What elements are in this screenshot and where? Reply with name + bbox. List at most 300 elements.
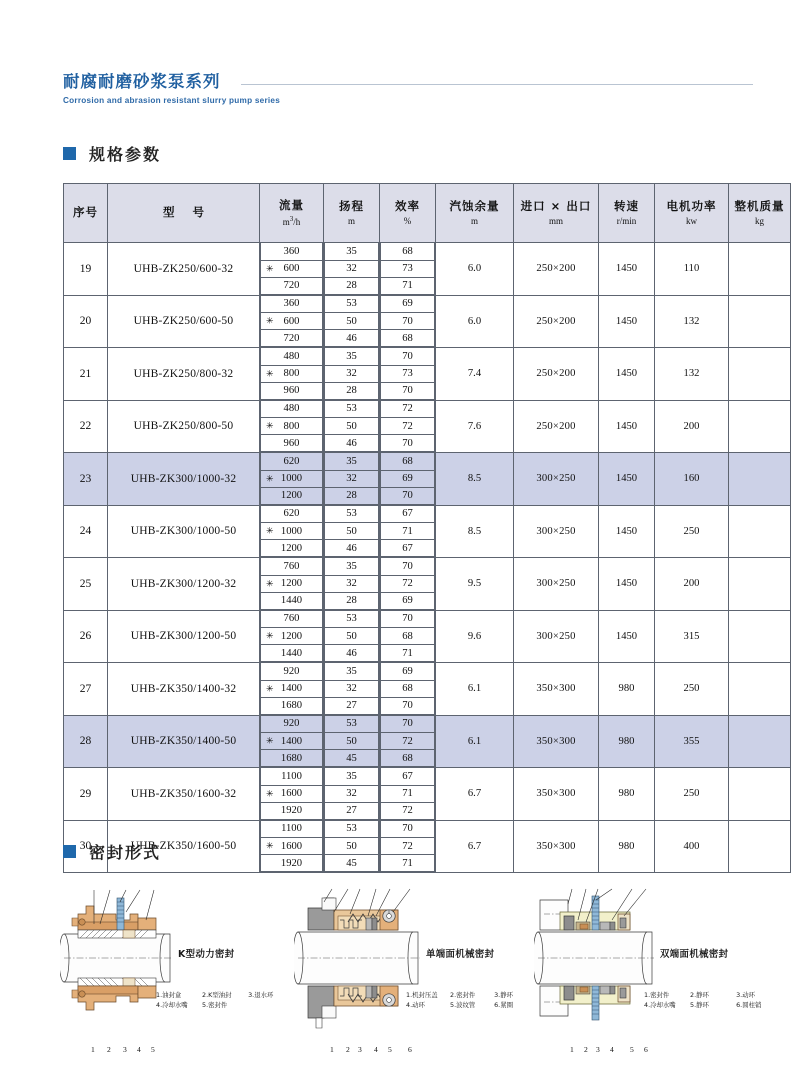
cell-power: 160 bbox=[655, 453, 729, 506]
cell-speed: 1450 bbox=[599, 610, 655, 663]
cell-npsh: 9.6 bbox=[436, 610, 514, 663]
cell-weight bbox=[729, 453, 791, 506]
cell-flow-value: 800 bbox=[283, 420, 300, 432]
cell-speed: 980 bbox=[599, 820, 655, 873]
callout-2: 2 bbox=[346, 1045, 350, 1054]
cell-head: 53 bbox=[325, 506, 379, 523]
cell-weight bbox=[729, 663, 791, 716]
cell-speed: 980 bbox=[599, 768, 655, 821]
cell-power: 132 bbox=[655, 348, 729, 401]
col-header-inlet-outlet-unit: mm bbox=[548, 215, 563, 226]
cell-eff: 71 bbox=[381, 277, 435, 294]
cell-eff: 70 bbox=[381, 611, 435, 628]
callout-1: 1 bbox=[330, 1045, 334, 1054]
table-row bbox=[64, 348, 791, 401]
col-header-model-cn: 型 号 bbox=[162, 205, 211, 220]
cell-flow: 480 bbox=[261, 348, 323, 365]
cell-head-group bbox=[324, 505, 380, 558]
cell-flow-group bbox=[260, 820, 324, 873]
cell-flow bbox=[261, 418, 323, 435]
col-header-weight-unit: kg bbox=[755, 215, 764, 226]
cell-flow: 1200 bbox=[261, 487, 323, 504]
cell-eff: 72 bbox=[381, 838, 435, 855]
cell-speed: 1450 bbox=[599, 453, 655, 506]
cell-weight bbox=[729, 295, 791, 348]
cell-head: 50 bbox=[325, 733, 379, 750]
cell-flow: 1100 bbox=[261, 768, 323, 785]
cell-flow-group bbox=[260, 453, 324, 506]
cell-flow: 960 bbox=[261, 435, 323, 452]
cell-head: 50 bbox=[325, 838, 379, 855]
cell-head-group bbox=[324, 820, 380, 873]
cell-flow bbox=[261, 575, 323, 592]
cell-head: 32 bbox=[325, 260, 379, 277]
spec-table bbox=[63, 183, 791, 873]
seal-double-face-title: 双端面机械密封 bbox=[660, 949, 729, 960]
callout-4: 4 bbox=[137, 1045, 141, 1054]
cell-eff: 72 bbox=[381, 418, 435, 435]
legend-line-1 bbox=[644, 991, 780, 1001]
cell-power: 315 bbox=[655, 610, 729, 663]
cell-flow: 1680 bbox=[261, 750, 323, 767]
cell-model: UHB-ZK300/1200-50 bbox=[108, 610, 260, 663]
cell-npsh: 6.7 bbox=[436, 820, 514, 873]
cell-eff: 70 bbox=[381, 697, 435, 714]
col-header-head-unit: m bbox=[347, 215, 355, 226]
cell-head: 53 bbox=[325, 821, 379, 838]
cell-model: UHB-ZK250/600-32 bbox=[108, 243, 260, 296]
cell-head: 32 bbox=[325, 680, 379, 697]
cell-inout: 300×250 bbox=[514, 453, 599, 506]
cell-power: 132 bbox=[655, 295, 729, 348]
legend-line-2 bbox=[406, 1001, 536, 1011]
cell-flow: 760 bbox=[261, 558, 323, 575]
cell-head-group bbox=[324, 558, 380, 611]
cell-head-group bbox=[324, 610, 380, 663]
seal-k-type-title: K型动力密封 bbox=[178, 949, 235, 960]
cell-weight bbox=[729, 715, 791, 768]
callout-3: 3 bbox=[358, 1045, 362, 1054]
cell-flow: 1100 bbox=[261, 821, 323, 838]
col-header-motor-power bbox=[655, 184, 729, 243]
cell-head: 32 bbox=[325, 575, 379, 592]
cell-inout: 300×250 bbox=[514, 610, 599, 663]
cell-idx: 22 bbox=[64, 400, 108, 453]
cell-flow: 920 bbox=[261, 716, 323, 733]
rated-point-star-icon: ✳ bbox=[266, 262, 274, 273]
col-header-head bbox=[324, 184, 380, 243]
col-header-flow-unit: $m^3/h$ bbox=[282, 214, 301, 227]
cell-weight bbox=[729, 505, 791, 558]
cell-flow: 1440 bbox=[261, 592, 323, 609]
cell-head: 35 bbox=[325, 453, 379, 470]
cell-eff-group bbox=[380, 715, 436, 768]
cell-flow: 360 bbox=[261, 243, 323, 260]
cell-model: UHB-ZK350/1600-32 bbox=[108, 768, 260, 821]
square-bullet-icon bbox=[63, 147, 76, 160]
seal-single-face-title: 单端面机械密封 bbox=[426, 949, 495, 960]
cell-weight bbox=[729, 348, 791, 401]
rated-point-star-icon: ✳ bbox=[266, 787, 274, 798]
cell-model: UHB-ZK350/1400-50 bbox=[108, 715, 260, 768]
cell-eff-group bbox=[380, 768, 436, 821]
cell-eff: 68 bbox=[381, 453, 435, 470]
cell-flow: 720 bbox=[261, 277, 323, 294]
cell-inout: 250×200 bbox=[514, 243, 599, 296]
cell-flow bbox=[261, 523, 323, 540]
table-row bbox=[64, 663, 791, 716]
cell-npsh: 6.0 bbox=[436, 295, 514, 348]
cell-flow bbox=[261, 313, 323, 330]
cell-flow-group bbox=[260, 663, 324, 716]
cell-head: 50 bbox=[325, 418, 379, 435]
cell-head: 46 bbox=[325, 330, 379, 347]
callout-3: 3 bbox=[123, 1045, 127, 1054]
cell-flow: 920 bbox=[261, 663, 323, 680]
cell-flow-value: 600 bbox=[283, 315, 300, 327]
seal-k-type-legend bbox=[156, 991, 292, 1010]
cell-eff-group bbox=[380, 820, 436, 873]
section-heading-spec-label: 规格参数 bbox=[89, 145, 162, 164]
callout-6: 6 bbox=[644, 1045, 648, 1054]
spec-table-header-row bbox=[64, 184, 791, 243]
cell-flow-group bbox=[260, 610, 324, 663]
col-header-npsh-unit: m bbox=[470, 215, 478, 226]
legend-line-2 bbox=[156, 1001, 292, 1011]
cell-flow-group bbox=[260, 558, 324, 611]
col-header-index bbox=[64, 184, 108, 243]
cell-model: UHB-ZK250/600-50 bbox=[108, 295, 260, 348]
cell-head-group bbox=[324, 243, 380, 296]
seal-double-face-drawing bbox=[534, 872, 779, 1042]
cell-weight bbox=[729, 820, 791, 873]
cell-eff-group bbox=[380, 505, 436, 558]
col-header-model bbox=[108, 184, 260, 243]
cell-eff: 68 bbox=[381, 628, 435, 645]
cell-eff: 70 bbox=[381, 821, 435, 838]
cell-flow: 480 bbox=[261, 401, 323, 418]
cell-npsh: 6.1 bbox=[436, 663, 514, 716]
cell-idx: 21 bbox=[64, 348, 108, 401]
callout-1: 1 bbox=[91, 1045, 95, 1054]
rated-point-star-icon: ✳ bbox=[266, 682, 274, 693]
cell-model: UHB-ZK350/1600-50 bbox=[108, 820, 260, 873]
cell-weight bbox=[729, 558, 791, 611]
cell-idx: 29 bbox=[64, 768, 108, 821]
rated-point-star-icon: ✳ bbox=[266, 315, 274, 326]
cell-inout: 350×300 bbox=[514, 663, 599, 716]
col-header-weight bbox=[729, 184, 791, 243]
cell-flow-group bbox=[260, 768, 324, 821]
rated-point-star-icon: ✳ bbox=[266, 840, 274, 851]
cell-flow bbox=[261, 838, 323, 855]
cell-head-group bbox=[324, 768, 380, 821]
cell-head-group bbox=[324, 400, 380, 453]
cell-eff: 70 bbox=[381, 558, 435, 575]
callout-2: 2 bbox=[107, 1045, 111, 1054]
legend-item-2: 2.密封件 bbox=[450, 991, 476, 999]
cell-idx: 19 bbox=[64, 243, 108, 296]
col-header-npsh-cn: 汽蚀余量 bbox=[449, 198, 500, 213]
callout-5: 5 bbox=[388, 1045, 392, 1054]
cell-model: UHB-ZK300/1000-50 bbox=[108, 505, 260, 558]
section-heading-seal bbox=[63, 840, 161, 863]
cell-flow-group bbox=[260, 715, 324, 768]
callout-6: 6 bbox=[408, 1045, 412, 1054]
callout-4: 4 bbox=[610, 1045, 614, 1054]
page-header bbox=[63, 72, 753, 105]
cell-inout: 350×300 bbox=[514, 715, 599, 768]
cell-flow-group bbox=[260, 505, 324, 558]
cell-eff: 70 bbox=[381, 435, 435, 452]
cell-speed: 1450 bbox=[599, 505, 655, 558]
cell-flow: 1200 bbox=[261, 540, 323, 557]
cell-flow-value: 1400 bbox=[280, 683, 303, 694]
cell-speed: 1450 bbox=[599, 295, 655, 348]
cell-power: 355 bbox=[655, 715, 729, 768]
cell-idx: 23 bbox=[64, 453, 108, 506]
cell-eff-group bbox=[380, 663, 436, 716]
cell-head: 45 bbox=[325, 750, 379, 767]
cell-idx: 20 bbox=[64, 295, 108, 348]
cell-head: 46 bbox=[325, 645, 379, 662]
col-header-motor-power-cn: 电机功率 bbox=[666, 198, 717, 213]
col-header-efficiency-cn: 效率 bbox=[395, 198, 420, 213]
cell-speed: 980 bbox=[599, 663, 655, 716]
legend-item-6: 6.紧圈 bbox=[494, 1000, 513, 1009]
cell-weight bbox=[729, 400, 791, 453]
cell-weight bbox=[729, 768, 791, 821]
cell-eff: 70 bbox=[381, 382, 435, 399]
seal-diagram-k-type bbox=[60, 872, 302, 1054]
col-header-motor-power-unit: kw bbox=[686, 215, 697, 226]
cell-eff: 72 bbox=[381, 401, 435, 418]
header-divider bbox=[241, 84, 753, 85]
cell-npsh: 8.5 bbox=[436, 505, 514, 558]
cell-speed: 1450 bbox=[599, 558, 655, 611]
rated-point-star-icon: ✳ bbox=[266, 525, 274, 536]
callout-3: 3 bbox=[596, 1045, 600, 1054]
cell-head-group bbox=[324, 663, 380, 716]
cell-head: 32 bbox=[325, 470, 379, 487]
cell-head: 28 bbox=[325, 277, 379, 294]
cell-head: 53 bbox=[325, 716, 379, 733]
cell-flow-value: 1000 bbox=[280, 473, 303, 484]
table-row bbox=[64, 243, 791, 296]
legend-line-1 bbox=[406, 991, 536, 1001]
cell-head: 53 bbox=[325, 611, 379, 628]
cell-flow: 960 bbox=[261, 382, 323, 399]
cell-head: 53 bbox=[325, 296, 379, 313]
cell-eff: 67 bbox=[381, 506, 435, 523]
cell-idx: 28 bbox=[64, 715, 108, 768]
legend-item-4: 4.冷却水嘴 bbox=[644, 1000, 676, 1009]
table-row bbox=[64, 768, 791, 821]
rated-point-star-icon: ✳ bbox=[266, 367, 274, 378]
legend-item-1: 1.机封压盖 bbox=[406, 991, 438, 999]
cell-head: 50 bbox=[325, 313, 379, 330]
cell-flow-value: 1200 bbox=[280, 578, 303, 589]
cell-power: 250 bbox=[655, 505, 729, 558]
col-header-flow bbox=[260, 184, 324, 243]
spec-table-body bbox=[64, 243, 791, 873]
table-row bbox=[64, 715, 791, 768]
cell-eff: 68 bbox=[381, 330, 435, 347]
cell-eff: 71 bbox=[381, 855, 435, 872]
cell-model: UHB-ZK300/1000-32 bbox=[108, 453, 260, 506]
cell-weight bbox=[729, 243, 791, 296]
cell-npsh: 8.5 bbox=[436, 453, 514, 506]
legend-item-4: 4.冷却水嘴 bbox=[156, 1000, 188, 1009]
cell-flow-value: 1000 bbox=[280, 525, 303, 537]
seal-diagram-single-face bbox=[294, 872, 544, 1054]
col-header-speed bbox=[599, 184, 655, 243]
square-bullet-icon bbox=[63, 845, 76, 858]
cell-flow-value: 800 bbox=[283, 368, 300, 379]
col-header-speed-cn: 转速 bbox=[614, 198, 639, 213]
cell-idx: 25 bbox=[64, 558, 108, 611]
cell-flow: 1440 bbox=[261, 645, 323, 662]
cell-idx: 24 bbox=[64, 505, 108, 558]
legend-item-4: 4.动环 bbox=[406, 1000, 425, 1009]
cell-flow-group bbox=[260, 243, 324, 296]
cell-eff-group bbox=[380, 400, 436, 453]
cell-head: 28 bbox=[325, 487, 379, 504]
cell-eff: 71 bbox=[381, 523, 435, 540]
cell-eff: 69 bbox=[381, 592, 435, 609]
cell-flow: 1680 bbox=[261, 697, 323, 714]
cell-flow-value: 1200 bbox=[280, 630, 303, 642]
cell-eff: 73 bbox=[381, 365, 435, 382]
cell-eff: 72 bbox=[381, 802, 435, 819]
cell-head: 35 bbox=[325, 558, 379, 575]
cell-flow: 620 bbox=[261, 453, 323, 470]
cell-model: UHB-ZK250/800-32 bbox=[108, 348, 260, 401]
cell-speed: 1450 bbox=[599, 243, 655, 296]
cell-weight bbox=[729, 610, 791, 663]
col-header-efficiency-unit: % bbox=[403, 215, 412, 226]
cell-eff-group bbox=[380, 558, 436, 611]
cell-npsh: 9.5 bbox=[436, 558, 514, 611]
rated-point-star-icon: ✳ bbox=[266, 472, 274, 483]
cell-head-group bbox=[324, 715, 380, 768]
cell-inout: 250×200 bbox=[514, 348, 599, 401]
legend-item-6: 6.圆柱销 bbox=[736, 1000, 762, 1009]
cell-npsh: 6.0 bbox=[436, 243, 514, 296]
rated-point-star-icon: ✳ bbox=[266, 420, 274, 431]
cell-flow bbox=[261, 628, 323, 645]
col-header-head-cn: 扬程 bbox=[339, 198, 364, 213]
cell-flow: 1920 bbox=[261, 802, 323, 819]
cell-eff: 67 bbox=[381, 540, 435, 557]
cell-head: 28 bbox=[325, 592, 379, 609]
cell-head: 28 bbox=[325, 382, 379, 399]
cell-eff-group bbox=[380, 295, 436, 348]
cell-flow-group bbox=[260, 295, 324, 348]
cell-head-group bbox=[324, 295, 380, 348]
cell-speed: 1450 bbox=[599, 400, 655, 453]
cell-flow: 720 bbox=[261, 330, 323, 347]
cell-head: 35 bbox=[325, 243, 379, 260]
cell-model: UHB-ZK250/800-50 bbox=[108, 400, 260, 453]
cell-head: 46 bbox=[325, 540, 379, 557]
cell-flow: 620 bbox=[261, 506, 323, 523]
legend-item-5: 5.波纹管 bbox=[450, 1000, 476, 1009]
cell-idx: 26 bbox=[64, 610, 108, 663]
cell-speed: 980 bbox=[599, 715, 655, 768]
cell-head: 32 bbox=[325, 365, 379, 382]
table-row bbox=[64, 558, 791, 611]
col-header-speed-unit: r/min bbox=[616, 215, 637, 226]
cell-eff-group bbox=[380, 243, 436, 296]
seal-diagrams bbox=[60, 872, 762, 1054]
cell-power: 400 bbox=[655, 820, 729, 873]
cell-flow-value: 1600 bbox=[280, 840, 303, 852]
cell-head: 53 bbox=[325, 401, 379, 418]
col-header-npsh bbox=[436, 184, 514, 243]
callout-5: 5 bbox=[151, 1045, 155, 1054]
cell-head: 27 bbox=[325, 697, 379, 714]
callout-5: 5 bbox=[630, 1045, 634, 1054]
cell-npsh: 6.1 bbox=[436, 715, 514, 768]
col-header-flow-cn: 流量 bbox=[279, 197, 304, 212]
legend-item-5: 5.密封件 bbox=[202, 1000, 228, 1009]
rated-point-star-icon: ✳ bbox=[266, 735, 274, 746]
seal-double-face-legend bbox=[644, 991, 780, 1010]
cell-flow: 360 bbox=[261, 296, 323, 313]
cell-power: 110 bbox=[655, 243, 729, 296]
legend-item-5: 5.静环 bbox=[690, 1000, 709, 1009]
col-header-inlet-outlet bbox=[514, 184, 599, 243]
cell-eff: 70 bbox=[381, 487, 435, 504]
cell-eff: 68 bbox=[381, 750, 435, 767]
cell-flow bbox=[261, 733, 323, 750]
col-header-weight-cn: 整机质量 bbox=[734, 198, 785, 213]
cell-flow-group bbox=[260, 348, 324, 401]
cell-flow bbox=[261, 470, 323, 487]
callout-4: 4 bbox=[374, 1045, 378, 1054]
cell-eff: 71 bbox=[381, 645, 435, 662]
cell-flow bbox=[261, 680, 323, 697]
cell-eff: 68 bbox=[381, 680, 435, 697]
cell-flow-value: 1400 bbox=[280, 735, 303, 747]
table-row bbox=[64, 400, 791, 453]
cell-eff-group bbox=[380, 348, 436, 401]
section-heading-seal-label: 密封形式 bbox=[89, 843, 162, 862]
spec-table-container bbox=[63, 183, 785, 873]
cell-idx: 30 bbox=[64, 820, 108, 873]
rated-point-star-icon: ✳ bbox=[266, 630, 274, 641]
table-row bbox=[64, 295, 791, 348]
legend-item-3: 3.退水环 bbox=[248, 991, 274, 999]
cell-flow bbox=[261, 260, 323, 277]
cell-eff: 72 bbox=[381, 733, 435, 750]
cell-idx: 27 bbox=[64, 663, 108, 716]
cell-power: 250 bbox=[655, 768, 729, 821]
cell-head: 50 bbox=[325, 628, 379, 645]
cell-head: 35 bbox=[325, 768, 379, 785]
legend-item-2: 2.静环 bbox=[690, 991, 709, 999]
cell-head: 46 bbox=[325, 435, 379, 452]
cell-inout: 300×250 bbox=[514, 505, 599, 558]
cell-flow bbox=[261, 365, 323, 382]
cell-inout: 300×250 bbox=[514, 558, 599, 611]
cell-speed: 1450 bbox=[599, 348, 655, 401]
cell-eff: 69 bbox=[381, 663, 435, 680]
cell-eff: 70 bbox=[381, 313, 435, 330]
cell-head-group bbox=[324, 348, 380, 401]
seal-diagram-double-face bbox=[534, 872, 779, 1054]
